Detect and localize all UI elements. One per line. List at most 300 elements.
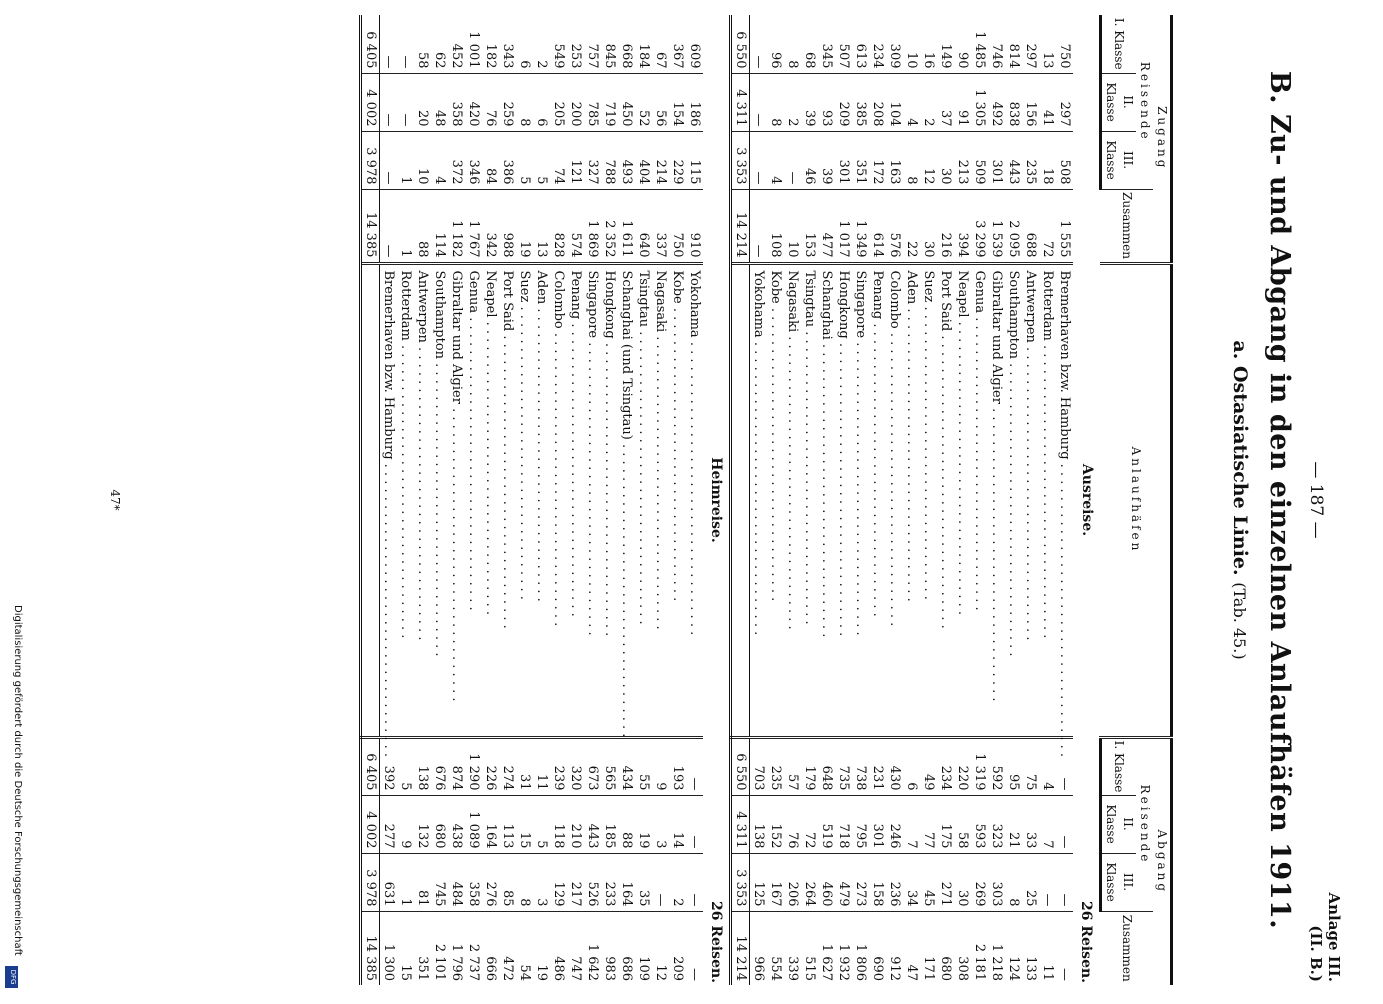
cell-zt: 342 (483, 232, 498, 258)
cell-a2: — (686, 795, 703, 853)
cell-a1: 75 (1022, 737, 1039, 795)
table-row (750, 15, 768, 985)
cell-at: 2 737 (466, 943, 481, 982)
cell-a2: 210 (567, 795, 584, 853)
port-name: Yokohama . . . (686, 263, 703, 737)
sum-a2: 4 002 (361, 795, 380, 853)
cell-at: 686 (619, 956, 634, 982)
port-name: Port Said . . . (937, 263, 954, 737)
port-name: Gibraltar und Algier . . . (448, 263, 465, 737)
cell-z3: 788 (601, 131, 618, 189)
cell-a3: 236 (886, 853, 903, 911)
cell-z1: 90 (954, 15, 971, 73)
cell-a2: 277 (380, 795, 398, 853)
cell-z1: 309 (886, 15, 903, 73)
port-name: Hongkong . . . (835, 263, 852, 737)
cell-zt: 72 (1040, 240, 1055, 258)
cell-a1: 95 (1005, 737, 1022, 795)
cell-z3: 346 (465, 131, 482, 189)
cell-at: 515 (802, 956, 817, 982)
cell-z3: 30 (937, 131, 954, 189)
cell-a1: 274 (499, 737, 516, 795)
port-name: Nagasaki . . . (652, 263, 669, 737)
cell-z1: 452 (448, 15, 465, 73)
table-reference: (Tab. 45.) (1230, 582, 1249, 660)
cell-a3: 217 (567, 853, 584, 911)
port-name: Southampton . . . (431, 263, 448, 737)
cell-z3: 4 (431, 131, 448, 189)
cell-at: 472 (500, 956, 515, 982)
cell-at: 1 806 (853, 943, 868, 982)
cell-z1: 149 (937, 15, 954, 73)
cell-a3: 158 (869, 853, 886, 911)
port-name: Genua . . . (971, 263, 988, 737)
cell-zt: 1 182 (449, 220, 464, 258)
sum-z1: 6 405 (361, 15, 380, 73)
cell-z2: 4 (903, 73, 920, 131)
cell-a2: 19 (635, 795, 652, 853)
margin-note: Digitalisierung gefördert durch die Deutsche Forschungsgemeinschaft (12, 605, 23, 956)
table-row (669, 15, 686, 985)
cell-z1: 757 (584, 15, 601, 73)
cell-a2: 1 089 (465, 795, 482, 853)
section-homebound-trips: 26 Reisen. (708, 900, 725, 984)
cell-z2: 297 (1056, 73, 1073, 131)
cell-z3: 115 (686, 131, 703, 189)
cell-z1: 68 (801, 15, 818, 73)
cell-zt: 216 (938, 232, 953, 258)
cell-a3: 484 (448, 853, 465, 911)
cell-at: 351 (415, 956, 430, 982)
cell-at: 1 932 (836, 943, 851, 982)
cell-a2: 88 (618, 795, 635, 853)
cell-a2: 175 (937, 795, 954, 853)
cell-a2: 132 (414, 795, 431, 853)
port-name: Antwerpen . . . (414, 263, 431, 737)
cell-a1: — (1056, 737, 1073, 795)
cell-z3: 443 (1005, 131, 1022, 189)
cell-a1: 179 (801, 737, 818, 795)
cell-z2: — (380, 73, 398, 131)
cell-a3: 34 (903, 853, 920, 911)
cell-a2: 7 (903, 795, 920, 853)
table-row (499, 15, 516, 985)
cell-zt: 2 095 (1006, 220, 1021, 258)
table-row (801, 15, 818, 985)
cell-z3: 509 (971, 131, 988, 189)
cell-a2: 33 (1022, 795, 1039, 853)
cell-a2: 795 (852, 795, 869, 853)
cell-z1: 1 485 (971, 15, 988, 73)
cell-a3: 745 (431, 853, 448, 911)
cell-a1: 703 (750, 737, 768, 795)
table-row (937, 15, 954, 985)
cell-z2: — (397, 73, 414, 131)
header-reisende-abgang: Reisende (1136, 737, 1153, 911)
cell-a1: 738 (852, 737, 869, 795)
cell-z3: 229 (669, 131, 686, 189)
cell-a3: 276 (482, 853, 499, 911)
cell-z1: 58 (414, 15, 431, 73)
cell-a1: 226 (482, 737, 499, 795)
cell-a3: 35 (635, 853, 652, 911)
cell-at: 171 (921, 956, 936, 982)
sum-a3: 3 978 (361, 853, 380, 911)
cell-z1: 6 (516, 15, 533, 73)
cell-z1: 549 (550, 15, 567, 73)
cell-z1: 96 (767, 15, 784, 73)
cell-zt: 3 299 (972, 220, 987, 258)
cell-z3: 372 (448, 131, 465, 189)
cell-z1: 343 (499, 15, 516, 73)
cell-zt: 88 (415, 240, 430, 258)
sum-at: 14 385 (361, 911, 380, 985)
cell-at: 690 (870, 956, 885, 982)
port-name: Schanghai (und Tsingtau) . . . (618, 263, 635, 737)
cell-at: 15 (398, 964, 413, 982)
table-row (903, 15, 920, 985)
cell-a2: 76 (784, 795, 801, 853)
cell-z1: 668 (618, 15, 635, 73)
sum-a2: 4 311 (731, 795, 750, 853)
annex-title: Anlage III. (1325, 892, 1343, 982)
cell-z2: 52 (635, 73, 652, 131)
port-name: Nagasaki . . . (784, 263, 801, 737)
section-homebound-label: Heimreise. (708, 457, 725, 543)
cell-at: 1 627 (819, 943, 834, 982)
cell-z3: 386 (499, 131, 516, 189)
cell-z2: 420 (465, 73, 482, 131)
cell-zt: 1 555 (1057, 220, 1072, 258)
cell-a3: 303 (988, 853, 1005, 911)
cell-zt: 1 611 (619, 220, 634, 258)
cell-a2: 680 (431, 795, 448, 853)
header-reisende-zugang: Reisende (1136, 15, 1153, 189)
header-total-zugang: Zusammen (1101, 189, 1154, 263)
cell-z1: 750 (1056, 15, 1073, 73)
table-row (414, 15, 431, 985)
cell-a1: 648 (818, 737, 835, 795)
table-row (954, 15, 971, 985)
cell-a2: 164 (482, 795, 499, 853)
table-body (361, 15, 1101, 985)
cell-a2: 72 (801, 795, 818, 853)
cell-z2: — (750, 73, 768, 131)
cell-a3: 45 (920, 853, 937, 911)
sum-z2: 4 311 (731, 73, 750, 131)
table-row (1039, 15, 1056, 985)
header-class-1: I. Klasse (1101, 15, 1137, 73)
table-row (920, 15, 937, 985)
table-row (448, 15, 465, 985)
cell-a1: — (686, 737, 703, 795)
cell-z1: 507 (835, 15, 852, 73)
cell-a1: 235 (767, 737, 784, 795)
page-number: — 187 — (1306, 461, 1326, 539)
cell-a1: 6 (903, 737, 920, 795)
cell-z3: 172 (869, 131, 886, 189)
cell-z3: 493 (618, 131, 635, 189)
cell-a2: 15 (516, 795, 533, 853)
header-class-3: III. Klasse (1101, 853, 1137, 911)
cell-a3: — (652, 853, 669, 911)
cell-zt: 1 017 (836, 220, 851, 258)
cell-a3: 479 (835, 853, 852, 911)
cell-at: 47 (904, 964, 919, 982)
cell-z2: 8 (516, 73, 533, 131)
cell-a1: 231 (869, 737, 886, 795)
sum-z2: 4 002 (361, 73, 380, 131)
cell-z2: 20 (414, 73, 431, 131)
cell-a2: 5 (533, 795, 550, 853)
cell-z2: 154 (669, 73, 686, 131)
sum-z3: 3 353 (731, 131, 750, 189)
cell-at: 1 642 (585, 943, 600, 982)
cell-z3: 235 (1022, 131, 1039, 189)
table-row (516, 15, 533, 985)
cell-a3: 460 (818, 853, 835, 911)
cell-a1: 220 (954, 737, 971, 795)
cell-at: 133 (1023, 956, 1038, 982)
cell-z3: 5 (516, 131, 533, 189)
cell-at: 747 (568, 956, 583, 982)
cell-zt: 1 349 (853, 220, 868, 258)
port-name: Penang . . . (869, 263, 886, 737)
cell-z3: — (784, 131, 801, 189)
cell-z3: 163 (886, 131, 903, 189)
cell-a3: 81 (414, 853, 431, 911)
cell-zt: 1 539 (989, 220, 1004, 258)
section-title (1229, 0, 1251, 1000)
cell-a3: 129 (550, 853, 567, 911)
cell-z1: 16 (920, 15, 937, 73)
cell-z2: 492 (988, 73, 1005, 131)
cell-z1: — (397, 15, 414, 73)
cell-z2: 785 (584, 73, 601, 131)
cell-z3: — (750, 131, 768, 189)
page-title: B. Zu- und Abgang in den einzelnen Anlaufhäfen 1911. (1264, 70, 1295, 930)
sum-a3: 3 353 (731, 853, 750, 911)
cell-a3: 1 (397, 853, 414, 911)
cell-a1: 57 (784, 737, 801, 795)
port-name: Southampton . . . (1005, 263, 1022, 737)
cell-a2: 14 (669, 795, 686, 853)
cell-z1: 845 (601, 15, 618, 73)
table-row (482, 15, 499, 985)
cell-z3: 508 (1056, 131, 1073, 189)
cell-zt: 2 352 (602, 220, 617, 258)
port-name: Gibraltar und Algier . . . (988, 263, 1005, 737)
cell-z2: 208 (869, 73, 886, 131)
table-row (686, 15, 703, 985)
port-name: Kobe . . . (669, 263, 686, 737)
cell-z3: 39 (818, 131, 835, 189)
cell-z1: 182 (482, 15, 499, 73)
header-port: Anlaufhäfen (1101, 263, 1172, 737)
footer-mark: 47* (108, 489, 122, 511)
cell-z2: 358 (448, 73, 465, 131)
port-name: Rotterdam . . . (397, 263, 414, 737)
cell-a3: 2 (669, 853, 686, 911)
cell-a1: 673 (584, 737, 601, 795)
dfg-logo-text: DFG (9, 969, 17, 985)
cell-at: 2 181 (972, 943, 987, 982)
cell-z1: 345 (818, 15, 835, 73)
cell-z1: 1 001 (465, 15, 482, 73)
cell-a1: 11 (533, 737, 550, 795)
cell-a3: 273 (852, 853, 869, 911)
cell-zt: — (751, 244, 766, 258)
cell-zt: 153 (802, 232, 817, 258)
cell-z2: 48 (431, 73, 448, 131)
port-name: Tsingtau . . . (801, 263, 818, 737)
cell-a1: 49 (920, 737, 937, 795)
port-name: Schanghai . . . (818, 263, 835, 737)
sum-a1: 6 550 (731, 737, 750, 795)
cell-zt: 30 (921, 240, 936, 258)
sum-z1: 6 550 (731, 15, 750, 73)
cell-a1: 4 (1039, 737, 1056, 795)
cell-z2: 91 (954, 73, 971, 131)
cell-z2: 156 (1022, 73, 1039, 131)
cell-z3: 213 (954, 131, 971, 189)
cell-zt: 576 (887, 232, 902, 258)
port-name: Aden . . . (533, 263, 550, 737)
table-row (465, 15, 482, 985)
cell-zt: 394 (955, 232, 970, 258)
cell-z3: 351 (852, 131, 869, 189)
cell-z1: 367 (669, 15, 686, 73)
cell-zt: 988 (500, 232, 515, 258)
port-name: Bremerhaven bzw. Hamburg . . . (380, 263, 398, 737)
cell-zt: 13 (534, 240, 549, 258)
cell-z2: 209 (835, 73, 852, 131)
cell-at: 19 (534, 964, 549, 982)
cell-a3: 3 (533, 853, 550, 911)
cell-z3: 8 (903, 131, 920, 189)
table-row (397, 15, 414, 985)
cell-at: 124 (1006, 956, 1021, 982)
port-name: Colombo . . . (550, 263, 567, 737)
cell-a3: 271 (937, 853, 954, 911)
cell-z1: — (750, 15, 768, 73)
header-class-2: II. Klasse (1101, 795, 1137, 853)
port-name: Rotterdam . . . (1039, 263, 1056, 737)
cell-at: 308 (955, 956, 970, 982)
cell-a1: 874 (448, 737, 465, 795)
sum-spacer (731, 263, 750, 737)
cell-a1: 676 (431, 737, 448, 795)
cell-z3: 5 (533, 131, 550, 189)
table-row (635, 15, 652, 985)
cell-zt: 910 (687, 232, 702, 258)
cell-a1: 592 (988, 737, 1005, 795)
cell-z3: 84 (482, 131, 499, 189)
cell-z1: 814 (1005, 15, 1022, 73)
cell-a1: 55 (635, 737, 652, 795)
cell-z2: 104 (886, 73, 903, 131)
cell-z3: 214 (652, 131, 669, 189)
section-outbound-trips: 26 Reisen. (1078, 900, 1095, 984)
cell-zt: 1 869 (585, 220, 600, 258)
cell-z3: 1 (397, 131, 414, 189)
header-class-3: III. Klasse (1101, 131, 1137, 189)
section-homebound (703, 15, 731, 985)
cell-z3: 404 (635, 131, 652, 189)
section-outbound-label: Ausreise. (1079, 463, 1096, 537)
cell-a3: 206 (784, 853, 801, 911)
cell-a3: 30 (954, 853, 971, 911)
cell-at: 554 (768, 956, 783, 982)
port-name: Singapore . . . (852, 263, 869, 737)
header-zugang: Zugang (1153, 15, 1172, 263)
cell-zt: 574 (568, 232, 583, 258)
cell-z2: 385 (852, 73, 869, 131)
cell-zt: 477 (819, 232, 834, 258)
cell-a1: 5 (397, 737, 414, 795)
cell-a2: 323 (988, 795, 1005, 853)
cell-z1: 609 (686, 15, 703, 73)
cell-z2: 41 (1039, 73, 1056, 131)
table-row (567, 15, 584, 985)
cell-a2: 152 (767, 795, 784, 853)
section-outbound (1073, 15, 1101, 985)
cell-z2: 719 (601, 73, 618, 131)
cell-z1: 2 (533, 15, 550, 73)
cell-a3: — (1056, 853, 1073, 911)
table-row (584, 15, 601, 985)
cell-zt: 1 (398, 249, 413, 258)
cell-a3: 269 (971, 853, 988, 911)
cell-z2: 450 (618, 73, 635, 131)
header-class-1: I. Klasse (1101, 737, 1137, 795)
port-traffic-table (359, 15, 1173, 985)
table-row (431, 15, 448, 985)
port-name: Tsingtau . . . (635, 263, 652, 737)
table-row (869, 15, 886, 985)
port-name: Penang . . . (567, 263, 584, 737)
cell-a1: 565 (601, 737, 618, 795)
port-name: Singapore . . . (584, 263, 601, 737)
cell-z3: 121 (567, 131, 584, 189)
cell-a3: 8 (1005, 853, 1022, 911)
cell-zt: 337 (653, 232, 668, 258)
cell-z2: 39 (801, 73, 818, 131)
cell-a3: — (1039, 853, 1056, 911)
cell-z2: 186 (686, 73, 703, 131)
port-name: Yokohama . . . (750, 263, 768, 737)
cell-z3: 74 (550, 131, 567, 189)
cell-zt: — (381, 244, 396, 258)
table-row (971, 15, 988, 985)
cell-zt: 19 (517, 240, 532, 258)
cell-a3: 233 (601, 853, 618, 911)
cell-at: 109 (636, 956, 651, 982)
cell-a1: 1 319 (971, 737, 988, 795)
cell-a1: 9 (652, 737, 669, 795)
cell-z1: 10 (903, 15, 920, 73)
port-name: Bremerhaven bzw. Hamburg . . . (1056, 263, 1073, 737)
cell-zt: 10 (785, 240, 800, 258)
cell-z1: 297 (1022, 15, 1039, 73)
table-row (533, 15, 550, 985)
sum-zt: 14 214 (731, 189, 750, 263)
cell-a3: — (686, 853, 703, 911)
cell-at: 1 796 (449, 943, 464, 982)
cell-a1: 320 (567, 737, 584, 795)
cell-zt: 640 (636, 232, 651, 258)
table-row (380, 15, 398, 985)
